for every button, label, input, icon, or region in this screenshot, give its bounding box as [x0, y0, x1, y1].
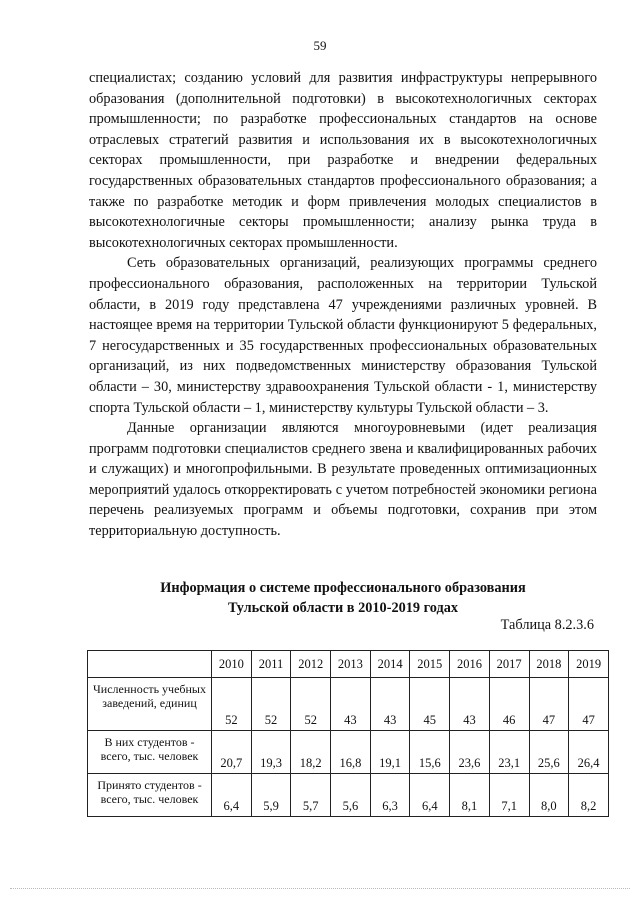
table-cell: 15,6 — [410, 731, 450, 774]
table-cell: 52 — [251, 678, 291, 731]
table-row — [88, 678, 609, 731]
table-title-line-2: Тульской области в 2010-2019 годах — [227, 600, 459, 616]
year-header: 2010 — [212, 651, 252, 678]
table-cell: 8,0 — [529, 774, 569, 817]
year-header: 2016 — [450, 651, 490, 678]
table-cell: 19,3 — [251, 731, 291, 774]
paragraph-network: Сеть образовательных организаций, реализующих программы среднего профессионального образования, расположенных на территории Тульской области, в 2019 году представлена 47 учреждениями различных уровней. В настоящее время на территории Тульской области функционируют 5 федеральных, 7 негосударственных и 35 государственных профессиональных образовательных организаций, из них подведомственных министерству образования Тульской области – 30, министерству здравоохранения Тульской области - 1, министерству спорта Тульской области – 1, министерству культуры Тульской области – 3. — [89, 255, 597, 416]
table-cell: 16,8 — [331, 731, 371, 774]
table-cell: 5,6 — [331, 774, 371, 817]
table-cell: 18,2 — [291, 731, 331, 774]
table-cell: 6,4 — [212, 774, 252, 817]
table-cell: 47 — [529, 678, 569, 731]
table-row — [88, 731, 609, 774]
table-cell: 52 — [212, 678, 252, 731]
year-header: 2014 — [370, 651, 410, 678]
table-cell: 6,3 — [370, 774, 410, 817]
row-label: В них студентов - всего, тыс. человек — [88, 731, 212, 774]
year-header: 2012 — [291, 651, 331, 678]
body-text — [89, 68, 597, 542]
table-cell: 43 — [450, 678, 490, 731]
year-header: 2018 — [529, 651, 569, 678]
table-cell: 6,4 — [410, 774, 450, 817]
table-cell: 25,6 — [529, 731, 569, 774]
table-header-row — [88, 651, 609, 678]
table-cell: 43 — [370, 678, 410, 731]
table-cell: 45 — [410, 678, 450, 731]
table-cell: 7,1 — [489, 774, 529, 817]
table-cell: 8,2 — [569, 774, 609, 817]
table-cell: 47 — [569, 678, 609, 731]
table-cell: 43 — [331, 678, 371, 731]
table-corner-cell — [88, 651, 212, 678]
table-number: Таблица 8.2.3.6 — [500, 617, 594, 633]
education-table — [87, 650, 609, 817]
table-cell: 23,1 — [489, 731, 529, 774]
paragraph-continuation: специалистах; созданию условий для развития инфраструктуры непрерывного образования (дополнительной подготовки) в высокотехнологичных секторах промышленности; по разработке профессиональных стандартов на основе отраслевых стратегий развития и использования их в высокотехнологичных секторах промышленности, при разработке и внедрении федеральных государственных образовательных стандартов профессионального образования; а также по разработке методик и форм привлечения молодых специалистов в высокотехнологичные секторы промышленности; анализу рынка труда в высокотехнологичных секторах промышленности. — [89, 70, 597, 251]
table-cell: 23,6 — [450, 731, 490, 774]
year-header: 2017 — [489, 651, 529, 678]
table-cell: 8,1 — [450, 774, 490, 817]
table-title — [89, 578, 597, 618]
year-header: 2013 — [331, 651, 371, 678]
row-label: Принято студентов - всего, тыс. человек — [88, 774, 212, 817]
page-number: 59 — [313, 38, 327, 53]
paragraph-organizations: Данные организации являются многоуровневыми (идет реализация программ подготовки специалистов среднего звена и квалифицированных рабочих и служащих) и многопрофильными. В результате проведенных оптимизационных мероприятий удалось откорректировать с учетом потребностей экономики региона перечень реализуемых программ и объемы подготовки, сохранив при этом территориальную доступность. — [89, 420, 597, 540]
table-cell: 5,9 — [251, 774, 291, 817]
table-cell: 26,4 — [569, 731, 609, 774]
table-cell: 52 — [291, 678, 331, 731]
row-label: Численность учебных заведений, единиц — [88, 678, 212, 731]
year-header: 2011 — [251, 651, 291, 678]
table-cell: 19,1 — [370, 731, 410, 774]
table-cell: 5,7 — [291, 774, 331, 817]
year-header: 2015 — [410, 651, 450, 678]
table-cell: 20,7 — [212, 731, 252, 774]
year-header: 2019 — [569, 651, 609, 678]
scan-artifact-line — [10, 888, 630, 889]
table-title-line-1: Информация о системе профессионального образования — [160, 580, 526, 596]
table-row — [88, 774, 609, 817]
table-cell: 46 — [489, 678, 529, 731]
